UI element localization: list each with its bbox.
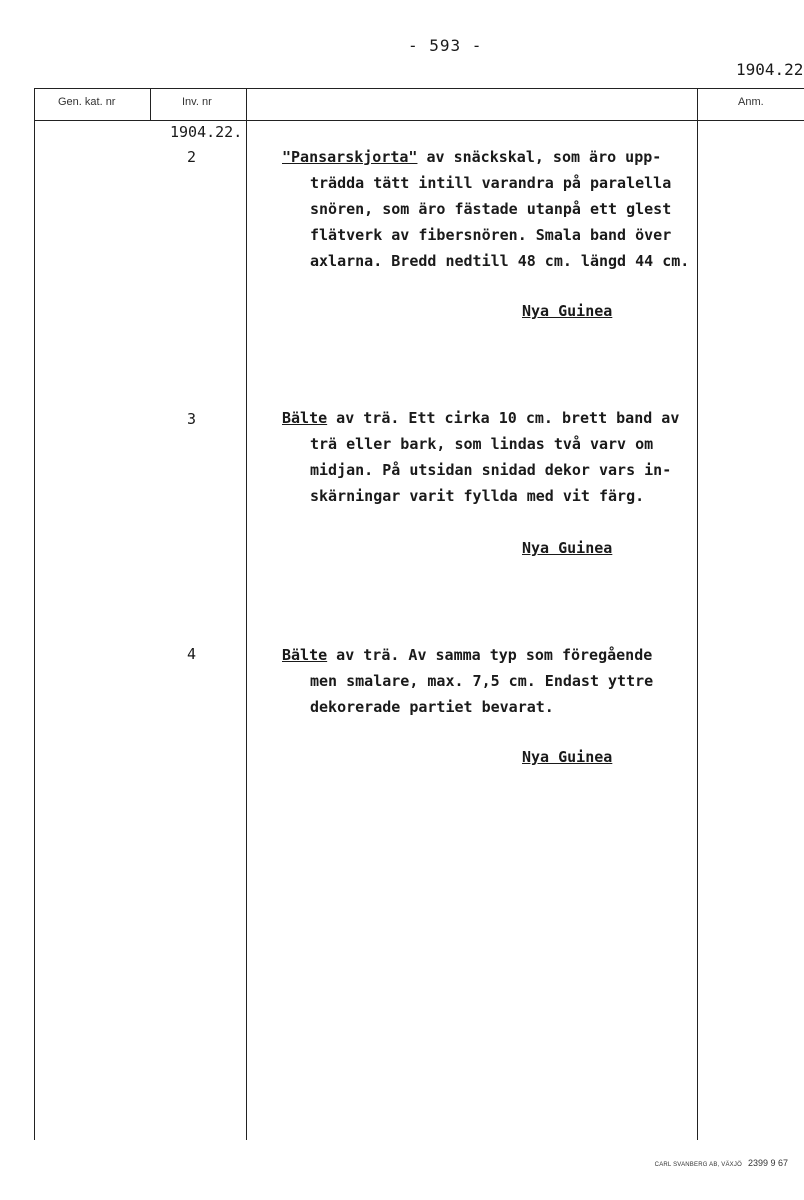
entry-line: av trä. Ett cirka 10 cm. brett band av — [327, 409, 680, 427]
entry-number: 3 — [187, 410, 197, 428]
column-rule-gen-inv — [150, 88, 151, 120]
column-rule-left — [34, 88, 35, 1140]
entry-number: 2 — [187, 148, 197, 166]
printer-footer — [655, 1158, 788, 1168]
entry-number: 4 — [187, 645, 197, 663]
entry-title: Bälte — [282, 646, 328, 664]
inventory-prefix: 1904.22. — [170, 123, 243, 141]
entry-line: av trä. Av samma typ som föregående — [327, 646, 653, 664]
entry-line: trä eller bark, som lindas två varv om — [310, 435, 654, 453]
entry-description — [282, 405, 702, 509]
entry-origin: Nya Guinea — [522, 748, 613, 766]
page-number: - 593 - — [408, 36, 483, 55]
entry-line: midjan. På utsidan snidad dekor vars in- — [310, 461, 672, 479]
entry-line: axlarna. Bredd nedtill 48 cm. längd 44 cm. — [310, 252, 690, 270]
entry-line: snören, som äro fästade utanpå ett glest — [310, 200, 672, 218]
entry-line: dekorerade partiet bevarat. — [310, 698, 554, 716]
printer-name: CARL SVANBERG AB, VÄXJÖ — [654, 1162, 742, 1168]
entry-description — [282, 642, 702, 720]
entry-line: av snäckskal, som äro upp- — [417, 148, 662, 166]
header-gen-kat-nr: Gen. kat. nr — [58, 96, 116, 108]
entry-line: trädda tätt intill varandra på paralella — [310, 174, 672, 192]
entry-description — [282, 144, 702, 274]
header-inv-nr: Inv. nr — [182, 96, 212, 108]
column-rule-inv-text — [246, 88, 247, 1140]
entry-line: flätverk av fibersnören. Smala band över — [310, 226, 672, 244]
entry-origin: Nya Guinea — [522, 302, 613, 320]
form-code: 2399 9 67 — [747, 1158, 788, 1168]
catalog-reference: 1904.22 — [736, 60, 804, 79]
entry-line: men smalare, max. 7,5 cm. Endast yttre — [310, 672, 654, 690]
header-anm: Anm. — [738, 96, 764, 108]
header-bottom-rule — [34, 120, 804, 121]
entry-title: Bälte — [282, 409, 328, 427]
entry-origin: Nya Guinea — [522, 539, 613, 557]
entry-line: skärningar varit fyllda med vit färg. — [310, 487, 645, 505]
entry-title: "Pansarskjorta" — [282, 148, 418, 166]
